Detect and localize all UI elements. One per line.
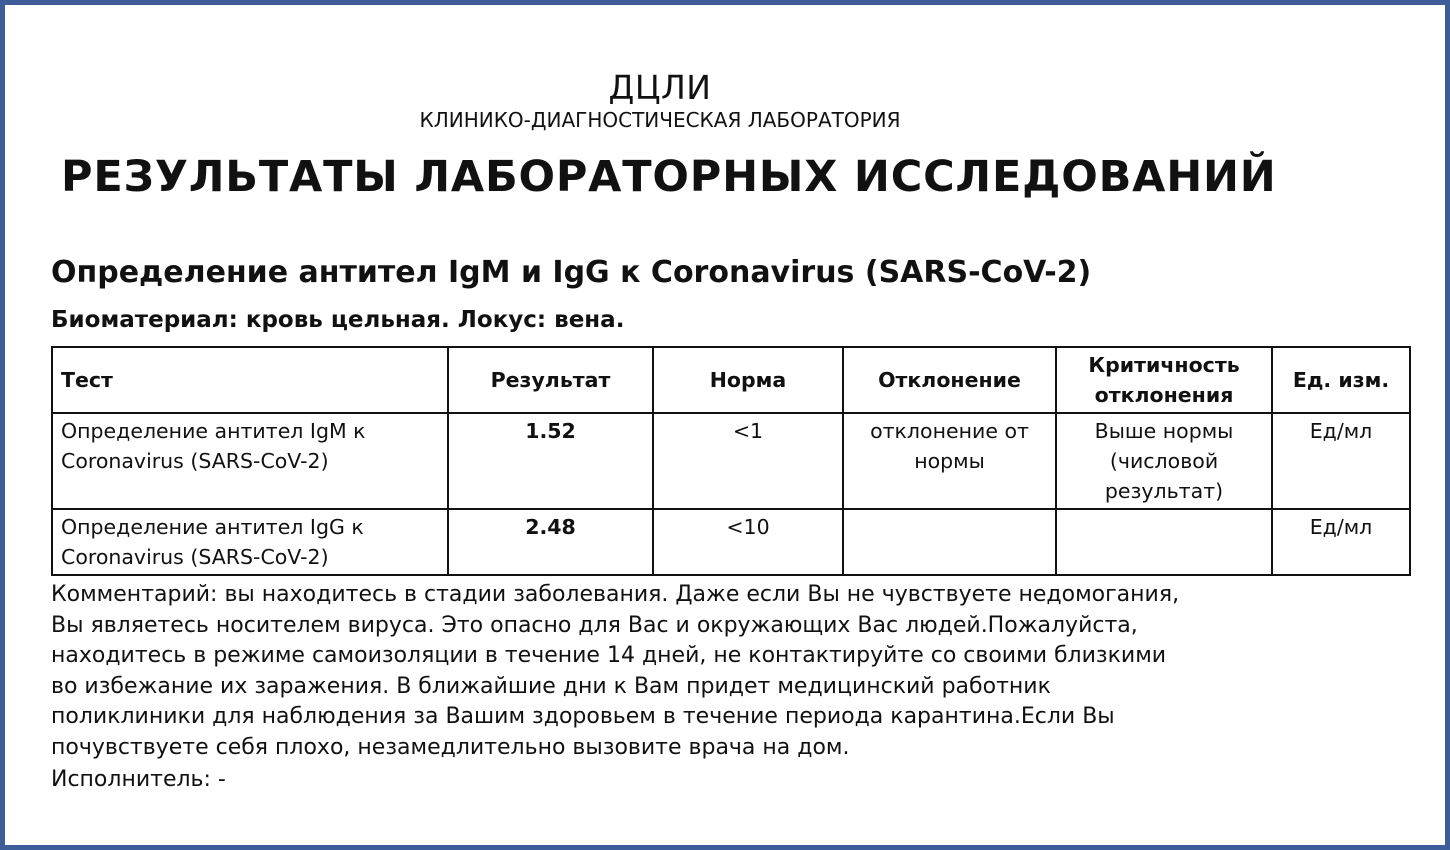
- column-header-test: Тест: [52, 347, 448, 413]
- column-header-criticality: Критичность отклонения: [1056, 347, 1272, 413]
- column-header-result: Результат: [448, 347, 653, 413]
- cell-result: 1.52: [448, 413, 653, 509]
- cell-test: Определение антител IgG к Coronavirus (SARS-CoV-2): [52, 509, 448, 575]
- executor-line: Исполнитель: -: [51, 767, 226, 792]
- page-title: РЕЗУЛЬТАТЫ ЛАБОРАТОРНЫХ ИССЛЕДОВАНИЙ: [61, 152, 1277, 202]
- cell-norm: <10: [653, 509, 843, 575]
- cell-deviation: [843, 509, 1056, 575]
- table-row: [52, 413, 1410, 509]
- lab-abbreviation: ДЦЛИ: [608, 68, 712, 107]
- section-title: Определение антител IgM и IgG к Coronavirus (SARS-CoV-2): [51, 255, 1092, 290]
- table-row: [52, 509, 1410, 575]
- cell-criticality: Выше нормы (числовой результат): [1056, 413, 1272, 509]
- cell-deviation: отклонение от нормы: [843, 413, 1056, 509]
- cell-norm: <1: [653, 413, 843, 509]
- table-header-row: [52, 347, 1410, 413]
- column-header-norm: Норма: [653, 347, 843, 413]
- lab-name: КЛИНИКО-ДИАГНОСТИЧЕСКАЯ ЛАБОРАТОРИЯ: [419, 108, 901, 132]
- biomaterial-line: Биоматериал: кровь цельная. Локус: вена.: [51, 307, 625, 333]
- column-header-unit: Ед. изм.: [1272, 347, 1410, 413]
- results-table: [51, 346, 1411, 576]
- cell-criticality: [1056, 509, 1272, 575]
- cell-unit: Ед/мл: [1272, 509, 1410, 575]
- cell-test: Определение антител IgM к Coronavirus (SARS-CoV-2): [52, 413, 448, 509]
- cell-result: 2.48: [448, 509, 653, 575]
- cell-unit: Ед/мл: [1272, 413, 1410, 509]
- column-header-deviation: Отклонение: [843, 347, 1056, 413]
- comment-text: Комментарий: вы находитесь в стадии заболевания. Даже если Вы не чувствуете недомогания, Вы являетесь носителем вируса. Это опасно для Вас и окружающих Вас людей.Пожалуйста, находитесь в режиме самоизоляции в течение 14 дней, не контактируйте со своими близкими во избежание их заражения. В ближайшие дни к Вам придет медицинский работник поликлиники для наблюдения за Вашим здоровьем в течение периода карантина.Если Вы почувствуете себя плохо, незамедлительно вызовите врача на дом.: [51, 582, 1180, 760]
